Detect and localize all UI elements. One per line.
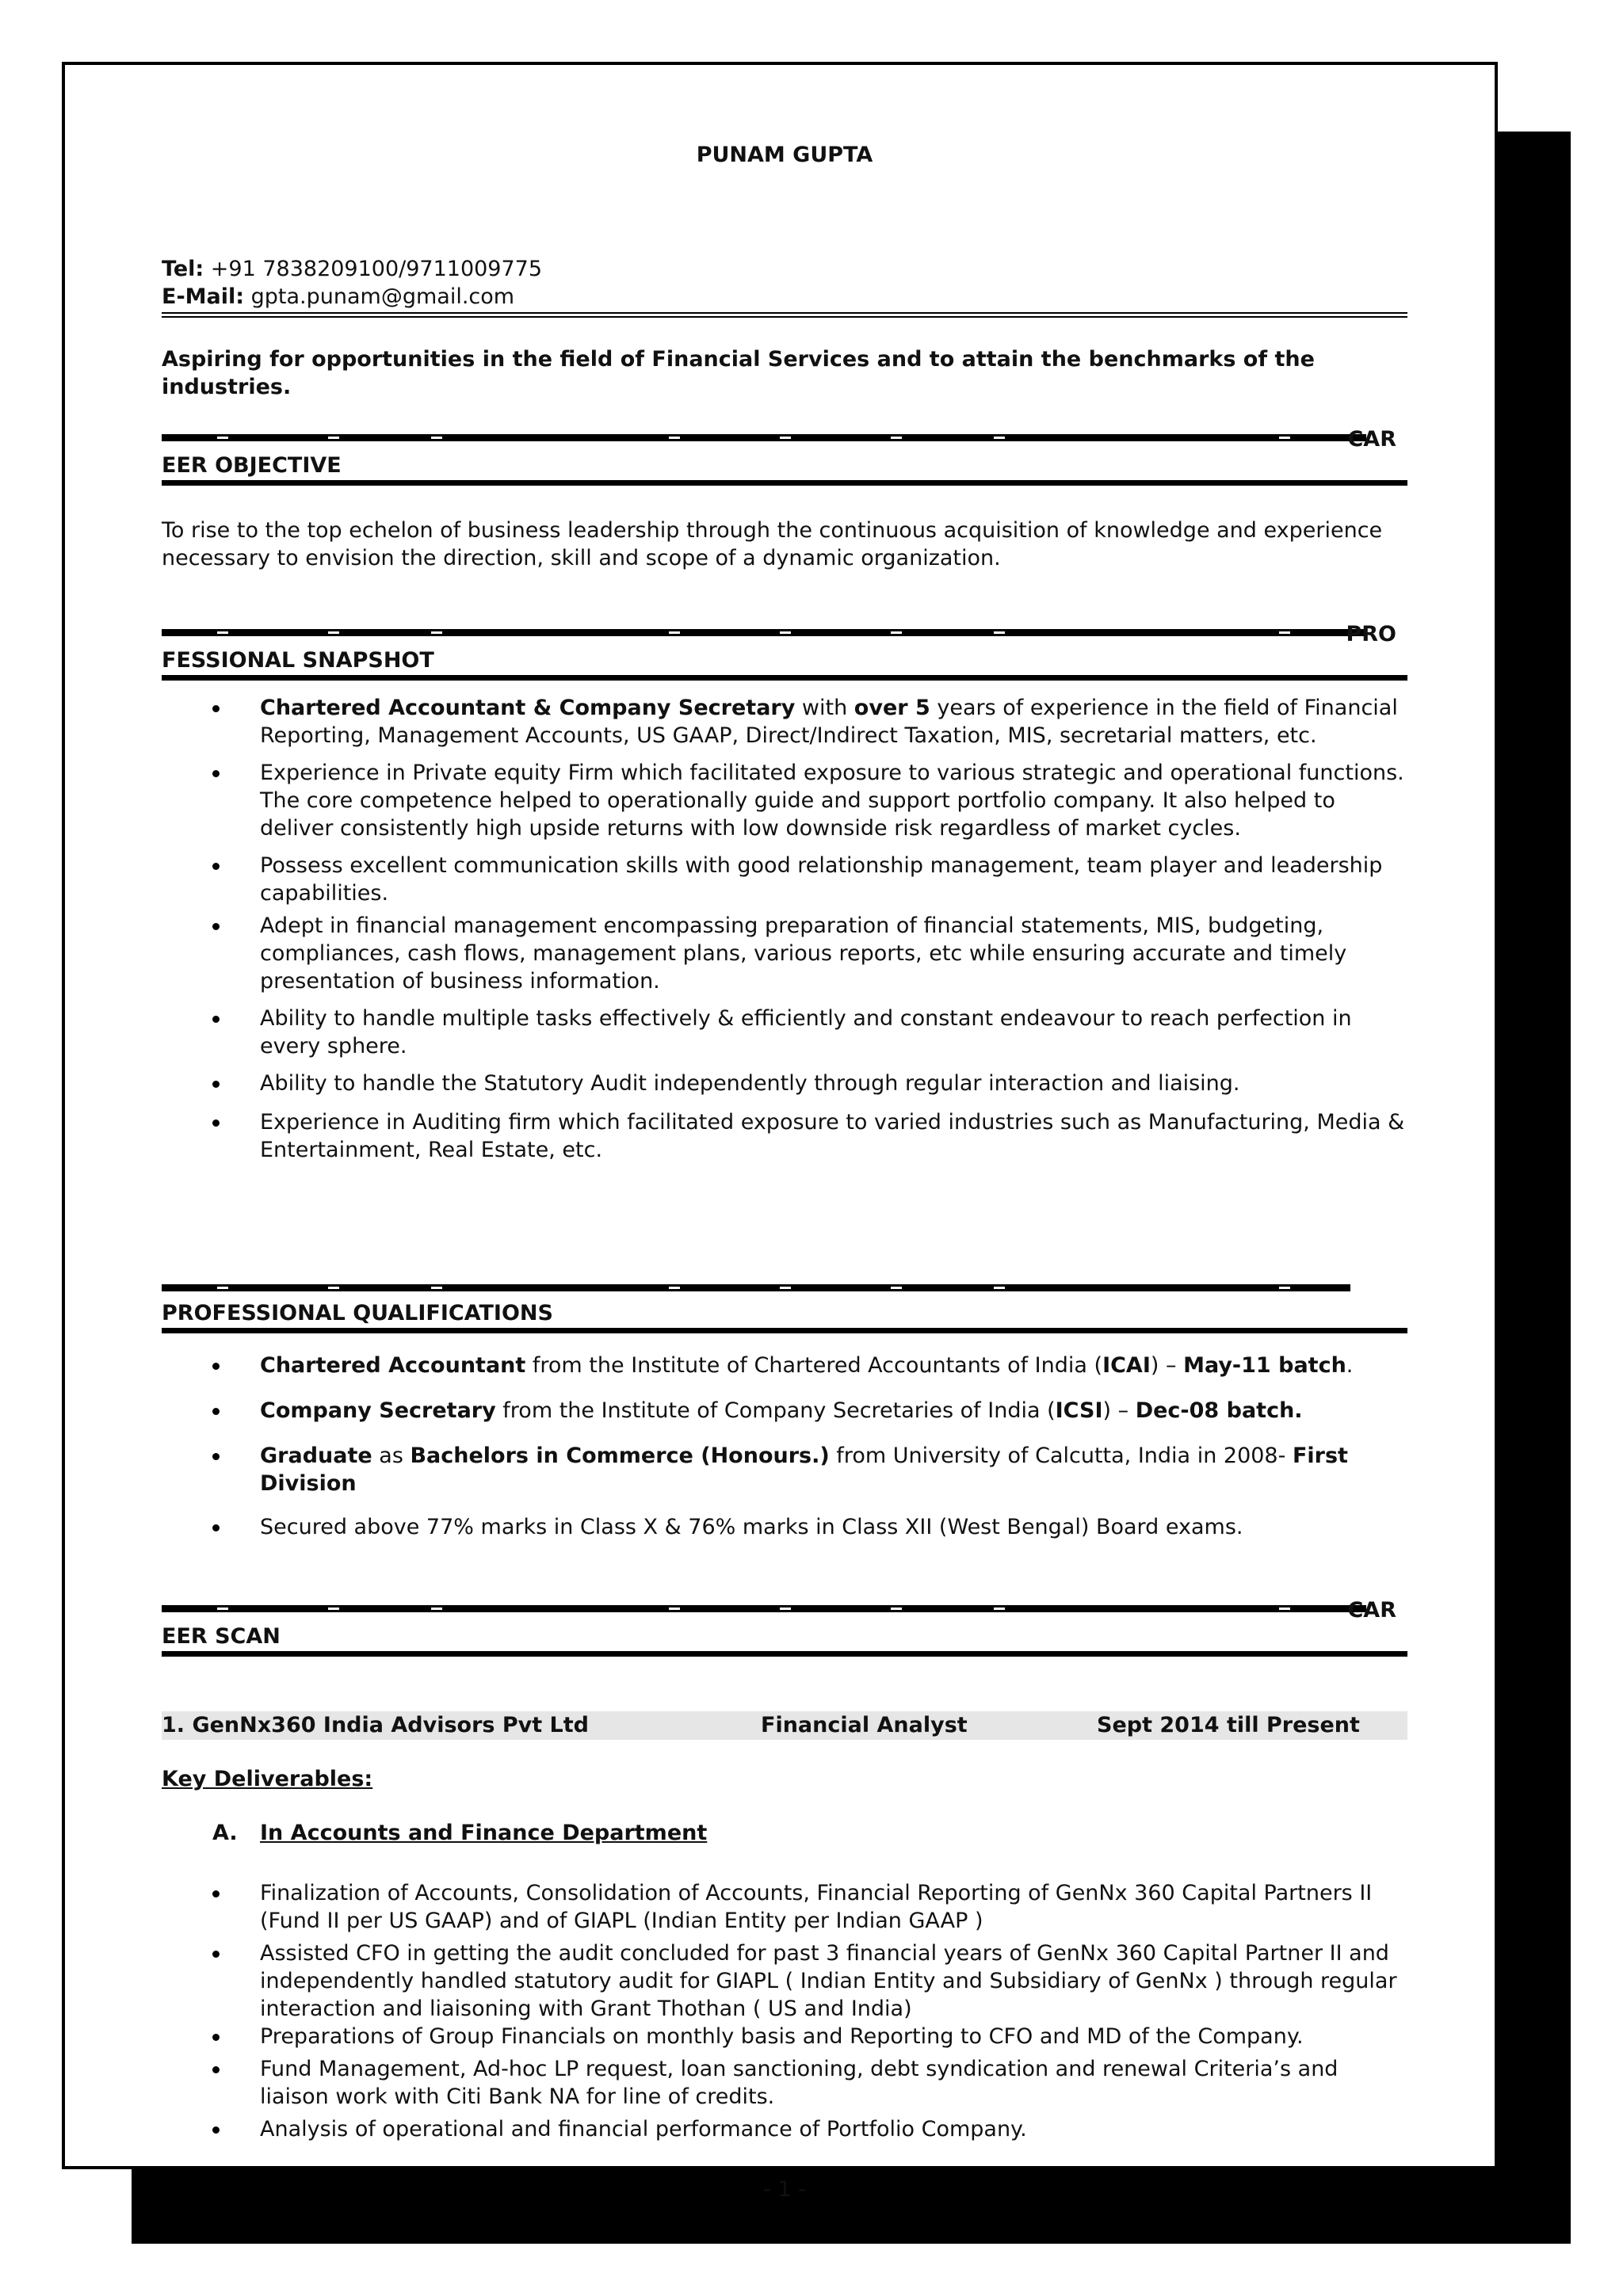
- bold-text: Bachelors in Commerce (Honours.): [410, 1444, 830, 1468]
- list-item: [162, 1005, 1407, 1060]
- bullet-icon: [212, 1524, 220, 1531]
- department-name: In Accounts and Finance Department: [260, 1821, 708, 1845]
- email-line: [162, 283, 514, 311]
- bullet-icon: [212, 1408, 220, 1415]
- text: from the Institute of Chartered Accountants of India (: [525, 1353, 1103, 1378]
- text: .: [1346, 1353, 1354, 1378]
- section-heading-career-objective: EER OBJECTIVE: [162, 453, 342, 478]
- bold-text: First Division: [260, 1444, 1348, 1496]
- bullet-icon: [212, 705, 220, 712]
- text: Preparations of Group Financials on monthly basis and Reporting to CFO and MD of the Company.: [260, 2024, 1304, 2049]
- section-divider-ornament: [162, 1605, 1366, 1612]
- list-item: [162, 1879, 1407, 1935]
- bullet-icon: [212, 1081, 220, 1088]
- text: Analysis of operational and financial performance of Portfolio Company.: [260, 2117, 1027, 2142]
- list-item: [162, 1070, 1407, 1097]
- aspiration-statement: Aspiring for opportunities in the field of Financial Services and to attain the benchmarks of the industries.: [162, 347, 1315, 399]
- job-company: 1. GenNx360 India Advisors Pvt Ltd: [162, 1713, 589, 1737]
- text: ) –: [1150, 1353, 1184, 1378]
- list-item: [162, 1442, 1407, 1497]
- bullet-icon: [212, 1119, 220, 1127]
- text: with: [795, 696, 854, 720]
- bullet-icon: [212, 2066, 220, 2073]
- text: ) –: [1102, 1398, 1136, 1423]
- section-divider-ornament: [162, 1284, 1350, 1291]
- job-header-row: [162, 1711, 1407, 1740]
- text: Secured above 77% marks in Class X & 76% marks in Class XII (West Bengal) Board exams.: [260, 1515, 1243, 1539]
- bullet-icon: [212, 770, 220, 777]
- text: years of experience in the field of Financial Reporting, Management Accounts, US GAAP, Direct/Indirect Taxation, MIS, secretarial matters, etc.: [260, 696, 1398, 748]
- key-deliverables-heading: Key Deliverables:: [162, 1767, 373, 1791]
- text: from the Institute of Company Secretaries of India (: [495, 1398, 1056, 1423]
- section-underline: [162, 1651, 1407, 1657]
- text: from University of Calcutta, India in 2008-: [829, 1444, 1293, 1468]
- section-underline: [162, 675, 1407, 681]
- section-heading-career-objective-start: CAR: [1347, 427, 1396, 452]
- list-item: [162, 1397, 1407, 1425]
- candidate-name: PUNAM GUPTA: [696, 143, 873, 167]
- section-underline: [162, 1328, 1407, 1333]
- bullet-icon: [212, 2126, 220, 2134]
- tel-label: Tel:: [162, 257, 204, 281]
- bold-text: Dec-08 batch.: [1135, 1398, 1303, 1423]
- list-item: [162, 912, 1407, 995]
- text: Ability to handle the Statutory Audit independently through regular interaction and liaising.: [260, 1071, 1240, 1096]
- list-item: [162, 852, 1407, 907]
- bullet-icon: [212, 1016, 220, 1023]
- bold-text: Chartered Accountant & Company Secretary: [260, 696, 796, 720]
- section-underline: [162, 480, 1407, 486]
- bullet-icon: [212, 923, 220, 930]
- career-objective-text: To rise to the top echelon of business leadership through the continuous acquisition of knowledge and experience necessary to envision the direction, skill and scope of a dynamic organization.: [162, 518, 1383, 570]
- deliverables-list: [162, 1879, 1407, 2143]
- section-heading-professional-snapshot-start: PRO: [1346, 622, 1396, 646]
- list-item: [162, 2023, 1407, 2050]
- qualifications-list: [162, 1352, 1407, 1541]
- header-divider: [162, 312, 1407, 318]
- bold-text: ICSI: [1055, 1398, 1103, 1423]
- list-item: [162, 694, 1407, 749]
- list-item: [162, 1352, 1407, 1379]
- bold-text: May-11 batch: [1183, 1353, 1346, 1378]
- list-item: [162, 1108, 1407, 1164]
- bold-text: Chartered Accountant: [260, 1353, 526, 1378]
- section-heading-career-scan: EER SCAN: [162, 1624, 281, 1649]
- bullet-icon: [212, 1363, 220, 1370]
- bullet-icon: [212, 1951, 220, 1958]
- bold-text: Company Secretary: [260, 1398, 496, 1423]
- list-item: [162, 2115, 1407, 2143]
- bold-text: Graduate: [260, 1444, 372, 1468]
- text: Finalization of Accounts, Consolidation of Accounts, Financial Reporting of GenNx 360 Capital Partners II (Fund II per US GAAP) and of GIAPL (Indian Entity per Indian GAAP ): [260, 1881, 1373, 1933]
- section-heading-professional-snapshot: FESSIONAL SNAPSHOT: [162, 648, 434, 673]
- list-item: [162, 759, 1407, 842]
- job-role: Financial Analyst: [761, 1713, 968, 1737]
- text: Fund Management, Ad-hoc LP request, loan sanctioning, debt syndication and renewal Criteria’s and liaison work with Citi Bank NA for line of credits.: [260, 2057, 1338, 2109]
- email-value: gpta.punam@gmail.com: [250, 284, 515, 309]
- snapshot-list: [162, 694, 1407, 1164]
- text: Adept in financial management encompassing preparation of financial statements, MIS, budgeting, compliances, cash flows, management plans, various reports, etc while ensuring accurate and timely presentation of business information.: [260, 913, 1347, 994]
- bold-text: ICAI: [1102, 1353, 1151, 1378]
- section-divider-ornament: [162, 629, 1366, 636]
- list-item: [162, 2055, 1407, 2111]
- list-item: [162, 1513, 1407, 1541]
- text: Assisted CFO in getting the audit concluded for past 3 financial years of GenNx 360 Capital Partner II and independently handled statutory audit for GIAPL ( Indian Entity and Subsidiary of GenNx ) through regular interaction and liaisoning with Grant Thothan ( US and India): [260, 1941, 1397, 2021]
- bullet-icon: [212, 2034, 220, 2041]
- text: as: [372, 1444, 411, 1468]
- text: Experience in Private equity Firm which facilitated exposure to various strategic and operational functions. The core competence helped to operationally guide and support portfolio company. It also helped to deliver consistently high upside returns with low downside risk regardless of market cycles.: [260, 761, 1404, 841]
- section-heading-professional-qualifications: PROFESSIONAL QUALIFICATIONS: [162, 1301, 553, 1325]
- bullet-icon: [212, 1890, 220, 1897]
- bold-text: over 5: [854, 696, 930, 720]
- list-item: [162, 1939, 1407, 2023]
- section-heading-career-scan-start: CAR: [1347, 1598, 1396, 1623]
- department-letter: A.: [212, 1821, 238, 1845]
- text: Experience in Auditing firm which facilitated exposure to varied industries such as Manufacturing, Media & Entertainment, Real Estate, etc.: [260, 1110, 1405, 1162]
- text: Ability to handle multiple tasks effectively & efficiently and constant endeavour to reach perfection in every sphere.: [260, 1006, 1352, 1058]
- tel-value: +91 7838209100/9711009775: [210, 257, 543, 281]
- job-period: Sept 2014 till Present: [1097, 1713, 1360, 1737]
- text: Possess excellent communication skills with good relationship management, team player and leadership capabilities.: [260, 853, 1383, 906]
- page-number: - 1 -: [763, 2177, 806, 2202]
- bullet-icon: [212, 863, 220, 870]
- tel-line: [162, 255, 542, 283]
- resume-page: [62, 62, 1498, 2202]
- email-label: E-Mail:: [162, 284, 245, 309]
- bullet-icon: [212, 1453, 220, 1460]
- section-divider-ornament: [162, 434, 1366, 441]
